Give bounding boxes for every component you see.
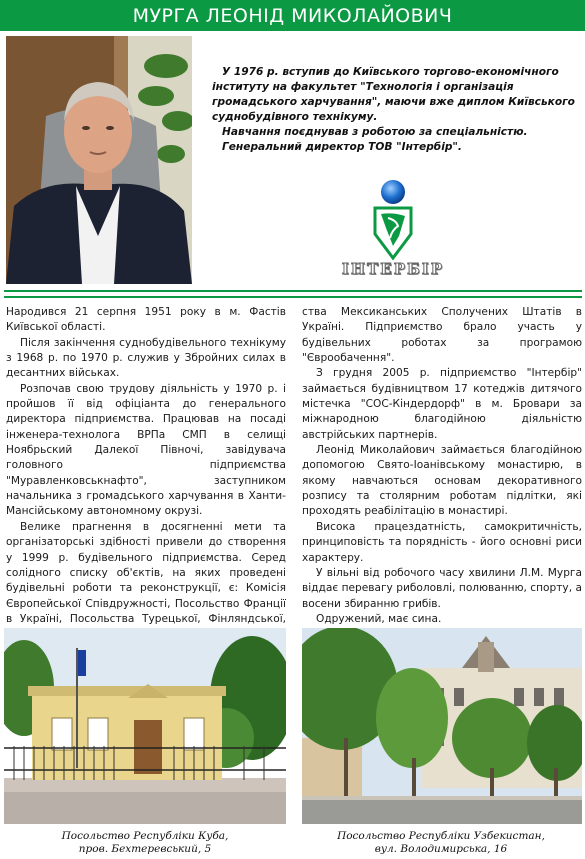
paragraph: З грудня 2005 р. підприємство "Інтербір" займається будівництвом 17 котеджів дитячого містечка "СОС-Кіндердорф" в м. Бровари за міжнародною благодійною діяльністю австрійських партнерів. xyxy=(302,367,582,441)
company-logo xyxy=(326,178,460,280)
photo-caption-left xyxy=(4,830,286,856)
paragraph: Велике прагнення в досягненні мети та організаторські здібності привели до створення у 1999 р. будівельного підприємства. Серед солідного списку об'єктів, на яких проведені будівельні роботи та реконструкції, є: Комісія Європейської Співдружності, Посольство Франції в Україні, Посольства Турецької, Фінляндської, xyxy=(6,520,286,625)
paragraph: Після закінчення суднобудівельного технікуму з 1968 р. по 1970 р. служив у Збройних силах в десантних військах. xyxy=(6,336,286,380)
intro-line: Генеральний директор ТОВ "Інтербір". xyxy=(222,141,462,153)
embassy-uzbekistan-photo xyxy=(302,628,582,824)
embassy-cuba-photo xyxy=(4,628,286,824)
intro-block xyxy=(212,65,578,155)
divider-line xyxy=(4,296,582,298)
building-illustration xyxy=(302,628,582,824)
caption-line: Посольство Республіки Куба, xyxy=(61,830,229,842)
logo-emblem-icon xyxy=(326,178,460,262)
paragraph: Розпочав свою трудову діяльність у 1970 р. і пройшов її від офіціанта до генерального директора підприємства. Працював на посаді інженера-технолога ВРПа СМП в селищі Ноябрьский Далекої Півночі, завідувача головного підприємства "Муравленковськнафто", заступником начальника з громадського харчування в Ханти-Мансійському автономному окрузі. xyxy=(6,382,286,518)
divider-line xyxy=(4,290,582,292)
intro-line: Навчання поєднував з роботою за спеціальністю. xyxy=(222,126,528,138)
intro-line: У 1976 р. вступив до Київського торгово-економічного інституту на факультет "Технологія і організація громадського харчування", маючи вже диплом Київського суднобудівного технікуму. xyxy=(212,66,575,123)
paragraph: Народився 21 серпня 1951 року в м. Фастів Київської області. xyxy=(6,306,286,334)
paragraph: Одружений, має сина. xyxy=(316,612,442,625)
page-title: МУРГА ЛЕОНІД МИКОЛАЙОВИЧ xyxy=(132,4,453,27)
caption-line: вул. Володимирська, 16 xyxy=(374,843,508,855)
caption-line: пров. Бехтеревський, 5 xyxy=(78,843,212,855)
building-illustration xyxy=(4,628,286,824)
biography-right-column xyxy=(302,305,582,627)
paragraph: У вільні від робочого часу хвилини Л.М. Мурга віддає перевагу риболовлі, полюванню, спорту, а восени збиранню грибів. xyxy=(302,566,582,610)
portrait-illustration xyxy=(6,36,192,284)
portrait-photo xyxy=(6,36,192,284)
logo-text: ІНТЕРБІР xyxy=(341,260,445,278)
paragraph: Леонід Миколайович займається благодійною допомогою Свято-Іоанівському монастирю, в якому навчаються основам декоративного розпису та столярним роботам підлітки, які проходять реабілітацію в монастирі. xyxy=(302,444,582,518)
page-title-bar xyxy=(0,0,585,31)
paragraph: ства Мексиканських Сполучених Штатів в Україні. Підприємство брало участь у будівельних роботах за програмою "Єврообачення". xyxy=(302,306,582,365)
photo-caption-right xyxy=(300,830,582,856)
caption-line: Посольство Республіки Узбекистан, xyxy=(337,830,545,842)
biography-left-column xyxy=(6,305,286,658)
paragraph: Висока працездатність, самокритичність, принциповість та порядність - його основні риси характеру. xyxy=(302,520,582,564)
